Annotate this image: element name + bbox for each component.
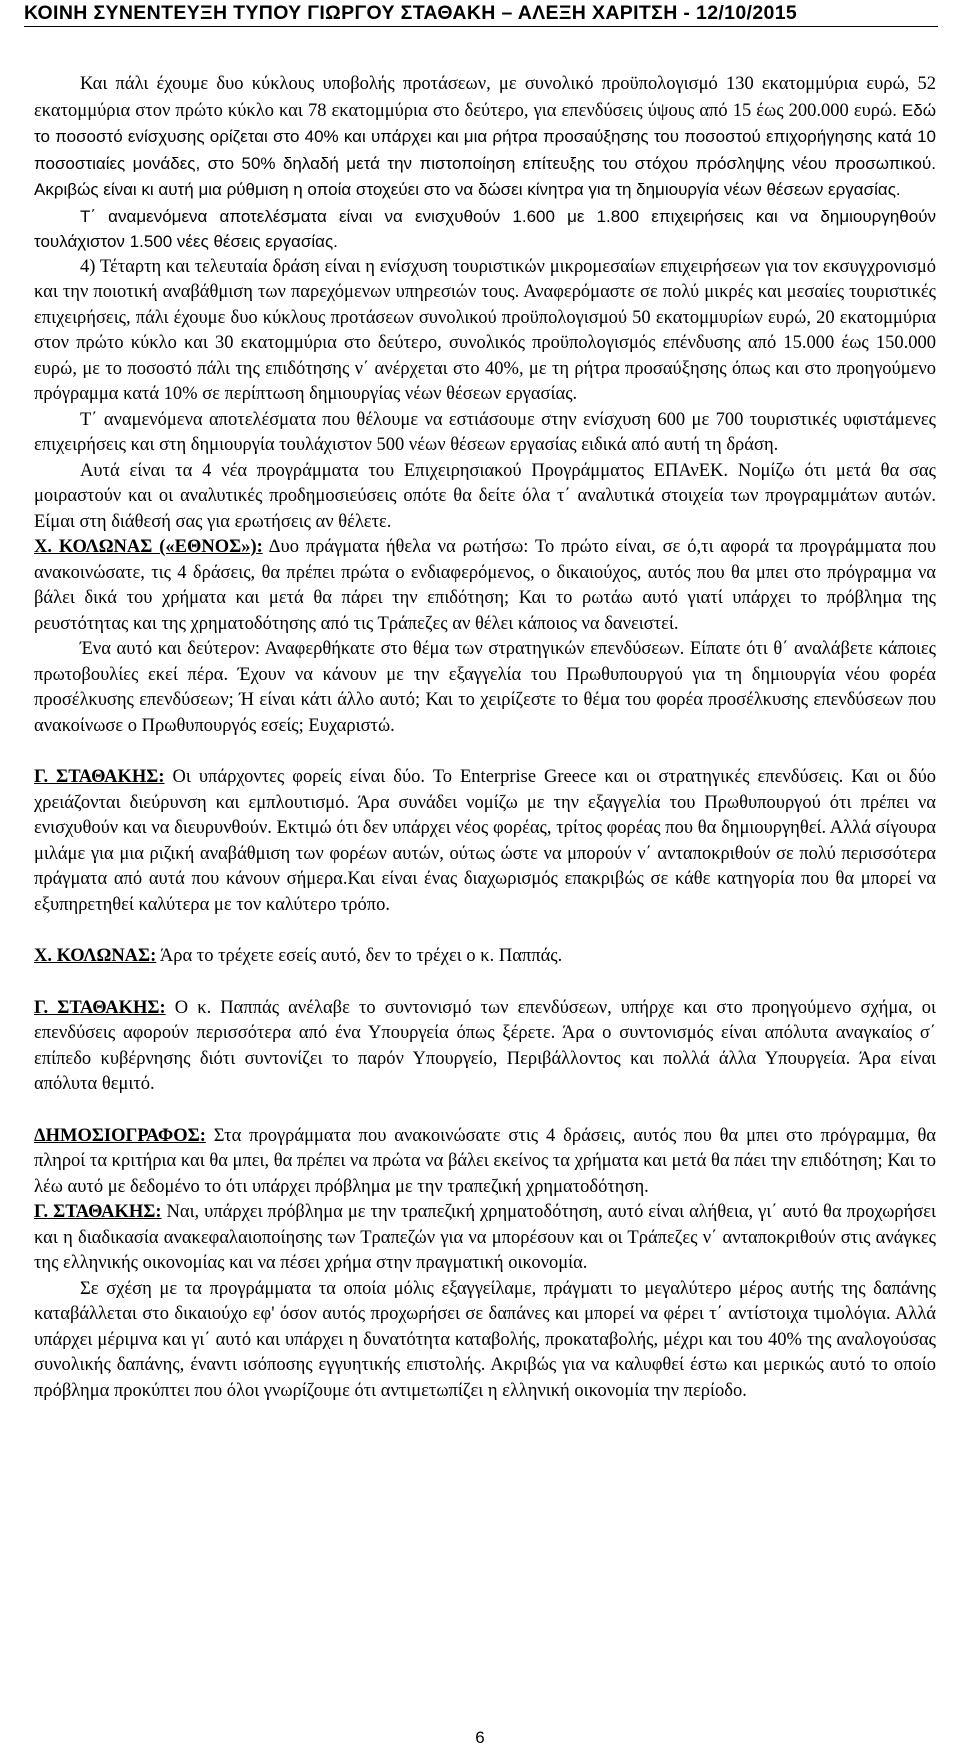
paragraph-text: Δυο πράγματα ήθελα να ρωτήσω: Το πρώτο είναι, σε ό,τι αφορά τα προγράμματα που ανακοινώσατε, τις 4 δράσεις, θα πρέπει πρώτα ο ενδιαφερόμενος, ο δικαιούχος, αυτός που θα μπει στο πρόγραμμα να βάλει δικά του χρήματα και μετά θα πάρει την επιδότηση; Και το ρωτάω αυτό γιατί υπάρχει το πρόβλημα της ρευστότητας και της χρηματοδότησης από τις Τράπεζες αν θέλει κάποιος να δανειστεί. <box>34 537 937 634</box>
paragraph-answer-banks <box>34 1200 936 1277</box>
paragraph-question-second: Ένα αυτό και δεύτερον: Αναφερθήκατε στο θέμα των στρατηγικών επενδύσεων. Είπατε ότι θ΄ αναλάβετε κάποιες πρωτοβουλίες εκεί πέρα. Έχουν να κάνουν με την εξαγγελία του Πρωθυπουργού για τη δημιουργία νέου φορέα προσέλκυσης επενδύσεων; Ή είναι κάτι άλλο αυτό; Και το χειρίζεστε το θέμα του φορέα προσέλκυσης επενδύσεων που ανακοίνωσε ο Πρωθυπουργός εσείς; Ευχαριστώ. <box>34 639 936 736</box>
speaker-name: Γ. ΣΤΑΘΑΚΗΣ: <box>34 997 166 1018</box>
paragraph-expected-results: Τ΄ αναμενόμενα αποτελέσματα είναι να ενισχυθούν 1.600 με 1.800 επιχειρήσεις και να δημιουργηθούν τουλάχιστον 1.500 νέες θέσεις εργασίας. <box>34 206 936 251</box>
page-number: 6 <box>475 1728 485 1747</box>
paragraph-answer <box>34 765 936 918</box>
speaker-name: Χ. ΚΟΛΩΝΑΣ: <box>34 946 157 966</box>
paragraph-budget-cycles <box>34 72 936 204</box>
paragraph-advance-payment: Σε σχέση με τα προγράμματα τα οποία μόλις εξαγγείλαμε, πράγματι το μεγαλύτερο μέρος αυτής της δαπάνης καταβάλλεται στο δικαιούχο εφ' όσον αυτός προχωρήσει σε δαπάνες και μπορεί να φέρει τ΄ αντίστοιχα τιμολόγια. Αλλά υπάρχει μέριμνα και γι΄ αυτό και υπάρχει η δυνατότητα καταβολής, προκαταβολής, μέχρι και του 40% της αναλογούσας συνολικής δαπάνης, έναντι ισόποσης εγγυητικής επιστολής. Ακριβώς για να καλυφθεί έστω και μερικώς αυτό το οποίο πρόβλημα προκύπτει που όλοι γνωρίζουμε ότι αντιμετωπίζει η ελληνική οικονομία την περίοδο. <box>34 1278 936 1401</box>
document-body <box>34 72 936 1404</box>
paragraph-question <box>34 535 936 637</box>
paragraph-journalist-question <box>34 1124 936 1201</box>
paragraph-text: Ο κ. Παππάς ανέλαβε το συντονισμό των επενδύσεων, υπήρχε και στο προηγούμενο σχήμα, οι επενδύσεις αφορούν περισσότερα από ένα Υπουργεία όπως ξέρετε. Άρα ο συντονισμός είναι απόλυτα αναγκαίος σ΄ επίπεδο κυβέρνησης διότι συντονίζει το παρόν Υπουργείο, Περιβάλλοντος και πολλά άλλα Υπουργεία. Άρα είναι απόλυτα θεμιτό. <box>34 997 936 1094</box>
speaker-name: ΔΗΜΟΣΙΟΓΡΑΦΟΣ: <box>34 1125 206 1146</box>
paragraph-text: Οι υπάρχοντες φορείς είναι δύο. Το Enterprise Greece και οι στρατηγικές επενδύσεις. Και οι δύο χρειάζονται διεύρυνση και εμπλουτισμό. Άρα συνάδει νομίζω με την εξαγγελία του Πρωθυπουργού ότι πρέπει να ενισχυθούν και να διευρυνθούν. Εκτιμώ ότι δεν υπάρχει νέος φορέας, τρίτος φορέας που θα δημιουργηθεί. Αλλά σίγουρα μιλάμε για μια ριζική αναβάθμιση των φορέων αυτών, ούτως ώστε να μπορούν ν΄ ανταποκριθούν σε πολύ περισσότερα πράγματα από αυτά που κάνουν σήμερα.Και είναι ένας διαχωρισμός επακριβώς σε κάθε κατηγορία που θα μπορεί να εξυπηρετηθεί καλύτερα με τον καλύτερο τρόπο. <box>34 767 937 915</box>
paragraph-followup <box>34 944 936 970</box>
page-header: ΚΟΙΝΗ ΣΥΝΕΝΤΕΥΞΗ ΤΥΠΟΥ ΓΙΩΡΓΟΥ ΣΤΑΘΑΚΗ – ΑΛΕΞΗ ΧΑΡΙΤΣΗ - 12/10/2015 <box>24 0 938 27</box>
speaker-name: Γ. ΣΤΑΘΑΚΗΣ: <box>34 1202 162 1222</box>
paragraph-tourism-action: 4) Τέταρτη και τελευταία δράση είναι η ενίσχυση τουριστικών μικρομεσαίων επιχειρήσεων για τον εκσυγχρονισμό και την ποιοτική αναβάθμιση των παρεχόμενων υπηρεσιών τους. Αναφερόμαστε σε πολύ μικρές και μεσαίες τουριστικές επιχειρήσεις, πάλι έχουμε δυο κύκλους προτάσεων συνολικού προϋπολογισμού 50 εκατομμυρίων ευρώ, 20 εκατομμύρια στον πρώτο κύκλο και 30 εκατομμύρια στο δεύτερο, συνολικός προϋπολογισμός επένδυσης από 15.000 έως 150.000 ευρώ, με το ποσοστό πάλι της επιδότησης ν΄ ανέρχεται στο 40%, με τη ρήτρα προσαύξησης όπως και στο προηγούμενο πρόγραμμα κατά 10% σε περίπτωση δημιουργίας νέων θέσεων εργασίας. <box>34 256 936 404</box>
paragraph-text: Ναι, υπάρχει πρόβλημα με την τραπεζική χρηματοδότηση, αυτό είναι αλήθεια, γι΄ αυτό θα προχωρήσει και η διαδικασία ανακεφαλαιοποίησης των Τραπεζών για να μπορέσουν και οι Τράπεζες ν΄ ανταποκριθούν στις ανάγκες της ελληνικής οικονομίας και να πέσει χρήμα στην πραγματική οικονομία. <box>34 1202 937 1273</box>
speaker-name: Γ. ΣΤΑΘΑΚΗΣ: <box>34 767 165 787</box>
paragraph-text: Και πάλι έχουμε δυο κύκλους υποβολής προτάσεων, με συνολικό προϋπολογισμό 130 εκατομμύρια ευρώ, 52 εκατομμύρια στον πρώτο κύκλο και 78 εκατομμύρια στο δεύτερο, για επενδύσεις ύψους από 15 έως 200.000 ευρώ. <box>34 74 936 121</box>
paragraph-answer-coordination <box>34 996 936 1098</box>
paragraph-tourism-results: Τ΄ αναμενόμενα αποτελέσματα που θέλουμε να εστιάσουμε στην ενίσχυση 600 με 700 τουριστικές υφιστάμενες επιχειρήσεις και στη δημιουργία τουλάχιστον 500 νέων θέσεων εργασίας ειδικά από αυτή τη δράση. <box>34 409 936 455</box>
paragraph-text: Άρα το τρέχετε εσείς αυτό, δεν το τρέχει ο κ. Παππάς. <box>156 946 563 966</box>
speaker-name: Χ. ΚΟΛΩΝΑΣ («ΕΘΝΟΣ»): <box>34 537 263 557</box>
paragraph-text: Στα προγράμματα που ανακοινώσατε στις 4 δράσεις, αυτός που θα μπει στο πρόγραμμα, θα πληροί τα κριτήρια και θα μπει, θα πρέπει να πρώτα να βάλει εκείνος τα χρήματα και μετά θα πάει την επιδότηση; Και το λέω αυτό με δεδομένο το ότι υπάρχει πρόβλημα με την τραπεζική χρηματοδότηση. <box>34 1125 936 1197</box>
paragraph-summary: Αυτά είναι τα 4 νέα προγράμματα του Επιχειρησιακού Προγράμματος ΕΠΑνΕΚ. Νομίζω ότι μετά θα σας μοιραστούν και οι αναλυτικές προδημοσιεύσεις οπότε θα δείτε όλα τ΄ αναλυτικά στοιχεία των προγραμμάτων αυτών. Είμαι στη διάθεσή σας για ερωτήσεις αν θέλετε. <box>34 460 936 532</box>
paragraph-text: Εδώ το ποσοστό ενίσχυσης ορίζεται στο 40% και υπάρχει και μια ρήτρα προσαύξησης του ποσοστού επιχορήγησης κατά 10 ποσοστιαίες μονάδες, στο 50% δηλαδή μετά την πιστοποίηση επίτευξης του στόχου πρόσληψης νέου προσωπικού. Ακριβώς είναι κι αυτή μια ρύθμιση η οποία στοχεύει στο να δώσει κίνητρα για τη δημιουργία νέων θέσεων εργασίας. <box>34 100 936 199</box>
